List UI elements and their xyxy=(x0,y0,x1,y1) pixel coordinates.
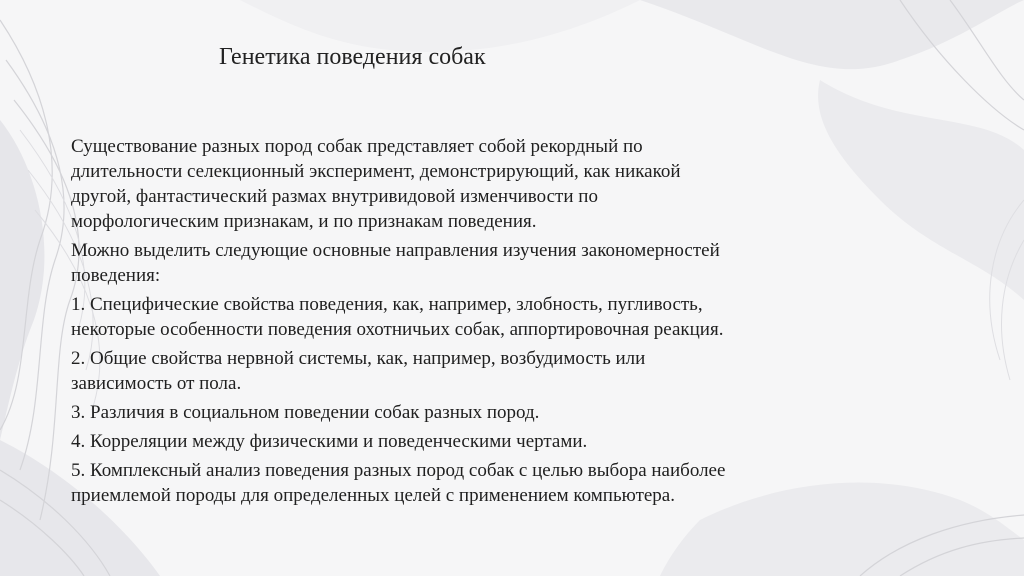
slide-body xyxy=(71,134,941,512)
text-line: 5. Комплексный анализ поведения разных пород собак с целью выбора наиболее xyxy=(71,460,726,481)
text-line: Можно выделить следующие основные направления изучения закономерностей xyxy=(71,240,720,261)
slide-title: Генетика поведения собак xyxy=(219,44,486,70)
text-line: 2. Общие свойства нервной системы, как, например, возбудимость или xyxy=(71,348,646,369)
text-line: поведения: xyxy=(71,265,161,286)
list-item-5 xyxy=(71,458,941,508)
text-line: 3. Различия в социальном поведении собак разных пород. xyxy=(71,402,540,423)
text-line: 4. Корреляции между физическими и поведенческими чертами. xyxy=(71,431,588,452)
list-item-4 xyxy=(71,429,941,454)
text-line: зависимость от пола. xyxy=(71,373,242,394)
text-line: 1. Специфические свойства поведения, как, например, злобность, пугливость, xyxy=(71,294,703,315)
list-item-1 xyxy=(71,292,941,342)
text-line: приемлемой породы для определенных целей с применением компьютера. xyxy=(71,485,675,506)
directions-intro-paragraph xyxy=(71,238,941,288)
text-line: длительности селекционный эксперимент, демонстрирующий, как никакой xyxy=(71,161,681,182)
text-line: другой, фантастический размах внутривидовой изменчивости по xyxy=(71,186,598,207)
intro-paragraph xyxy=(71,134,941,234)
text-line: морфологическим признакам, и по признакам поведения. xyxy=(71,211,537,232)
list-item-2 xyxy=(71,346,941,396)
text-line: Существование разных пород собак представляет собой рекордный по xyxy=(71,136,643,157)
list-item-3 xyxy=(71,400,941,425)
text-line: некоторые особенности поведения охотничьих собак, аппортировочная реакция. xyxy=(71,319,724,340)
